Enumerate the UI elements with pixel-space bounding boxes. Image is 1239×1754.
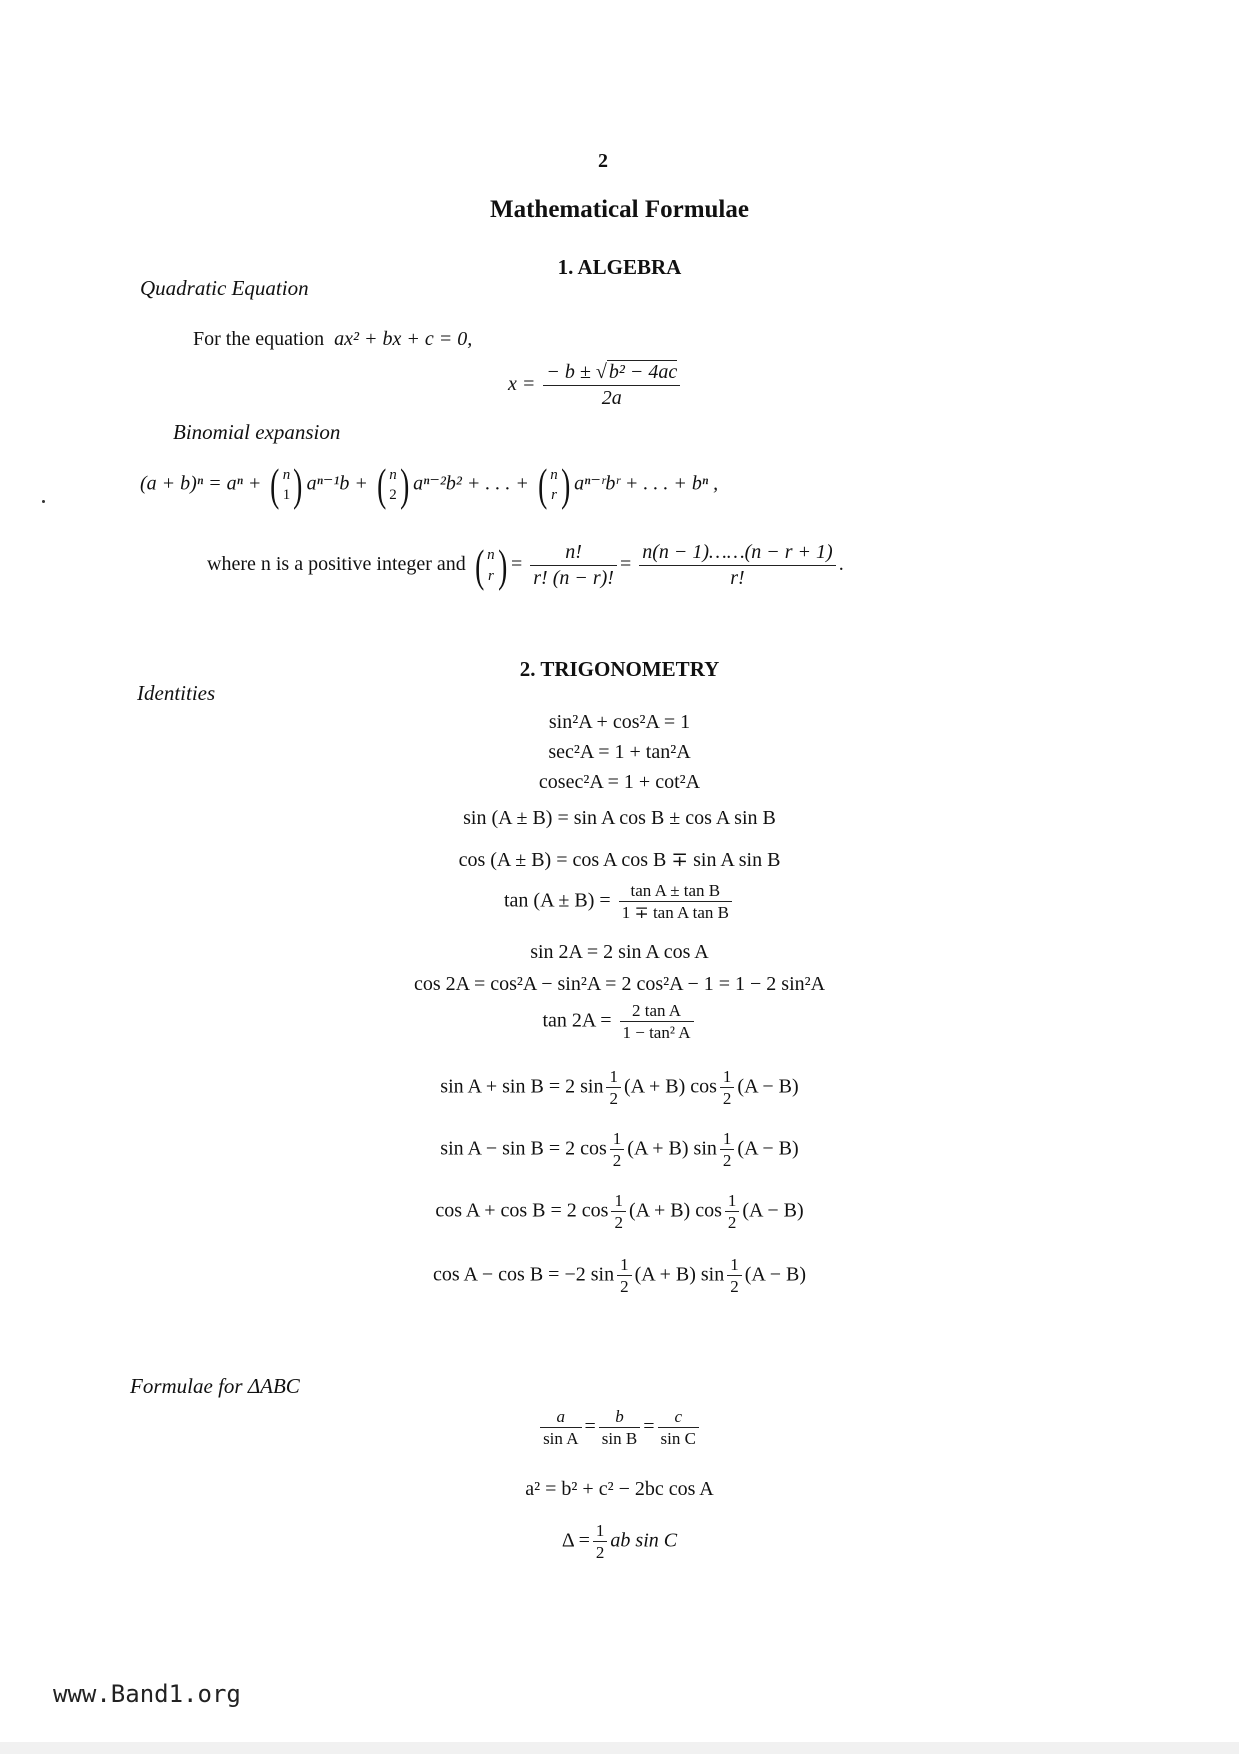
binomial-coefficient-n1: ( n 1 ) [270,459,303,510]
binomial-term-3: aⁿ⁻ʳbʳ + . . . + bⁿ , [574,472,719,495]
identity-sin-minus-sin: sin A − sin B = 2 cos $\frac{1}{2}$ (A + B) sin $\frac{1}{2}$ (A − B) [440,1129,799,1171]
scan-speck [42,500,45,503]
binomial-expansion [140,459,719,510]
binomial-coefficient-definition: where n is a positive integer and ( n r ) = $\frac{n!}{r! (n - r)!}$ = $\frac{n(n - 1)\dots\dots(n - r + 1)}{r!}$ . [207,539,844,591]
page-number: 2 [598,150,608,172]
identity-cos-double: cos 2A = cos²A − sin²A = 2 cos²A − 1 = 1 − 2 sin²A [413,973,826,995]
cosine-rule: a² = b² + c² − 2bc cos A [525,1478,714,1500]
quadratic-fraction [543,360,680,411]
product-fraction: $\frac{n(n - 1)\dots\dots(n - r + 1)}{r!}$ [639,540,835,591]
identities-label: Identities [137,681,216,705]
identity-sin-double: sin 2A = 2 sin A cos A [530,941,709,963]
identity-cos-minus-cos: cos A − cos B = −2 sin $\frac{1}{2}$ (A + B) sin $\frac{1}{2}$ (A − B) [433,1255,806,1297]
tan-sum-fraction: $\frac{\text{tan A ± tan B}}{\text{1 ∓ tan A tan B}}$ [619,880,732,924]
triangle-area: Δ = $\frac{1}{2}$ ab sin C [561,1521,678,1563]
quadratic-equation: ax² + bx + c = 0, [334,328,473,350]
quadratic-formula [508,360,683,411]
identity-cos-sum: cos (A ± B) = cos A cos B ∓ sin A sin B [458,849,781,871]
binomial-term-2: aⁿ⁻²b² + . . . + [413,472,529,495]
identity-sin-sum: sin (A ± B) = sin A cos B ± cos A sin B [463,807,776,829]
page-bottom-strip [0,1742,1239,1754]
binomial-coefficient-def: ( n r ) [474,539,507,591]
binomial-label: Binomial expansion [173,420,341,444]
quadratic-intro-text: For the equation [193,328,325,350]
sine-rule: $\frac{a}{\text{sin A}}$ = $\frac{b}{\text{sin B}}$ = $\frac{c}{\text{sin C}}$ [0,1406,1239,1450]
binomial-lhs: (a + b)ⁿ = aⁿ + [140,472,262,495]
identity-cosecant: cosec²A = 1 + cot²A [538,771,701,793]
identity-pythagorean: sin²A + cos²A = 1 [548,711,691,733]
identity-tan-double: tan 2A = $\frac{\text{2 tan A}}{\text{1 − tan² A}}$ [0,1000,1239,1044]
quadratic-numerator: − b ± √ b² − 4ac [543,360,680,386]
binomial-coefficient-n2: ( n 2 ) [376,459,410,510]
where-text: where n is a positive integer and [207,553,466,576]
quadratic-label: Quadratic Equation [140,276,309,300]
section-heading-trigonometry: 2. TRIGONOMETRY [519,657,720,681]
identity-secant: sec²A = 1 + tan²A [548,741,691,763]
tan-double-fraction: $\frac{\text{2 tan A}}{\text{1 − tan² A}}$ [620,1000,694,1044]
binomial-coefficient-nr: ( n r ) [537,459,571,510]
footer-watermark: www.Band1.org [53,1680,241,1708]
quadratic-intro [193,328,472,351]
identity-cos-plus-cos: cos A + cos B = 2 cos $\frac{1}{2}$ (A + B) cos $\frac{1}{2}$ (A − B) [435,1191,804,1233]
binomial-term-1: aⁿ⁻¹b + [306,472,368,495]
triangle-label: Formulae for ΔABC [130,1374,300,1398]
section-heading-algebra: 1. ALGEBRA [557,255,682,279]
quadratic-denominator: 2a [601,387,622,409]
factorial-fraction: $\frac{n!}{r! (n - r)!}$ [530,540,617,591]
identity-tan-sum: tan (A ± B) = $\frac{\text{tan A ± tan B}}{\text{1 ∓ tan A tan B}}$ [0,880,1239,924]
quadratic-lhs: x = [508,373,536,396]
identity-sin-plus-sin: sin A + sin B = 2 sin $\frac{1}{2}$ (A + B) cos $\frac{1}{2}$ (A − B) [440,1067,799,1109]
page-title: Mathematical Formulae [490,196,749,223]
